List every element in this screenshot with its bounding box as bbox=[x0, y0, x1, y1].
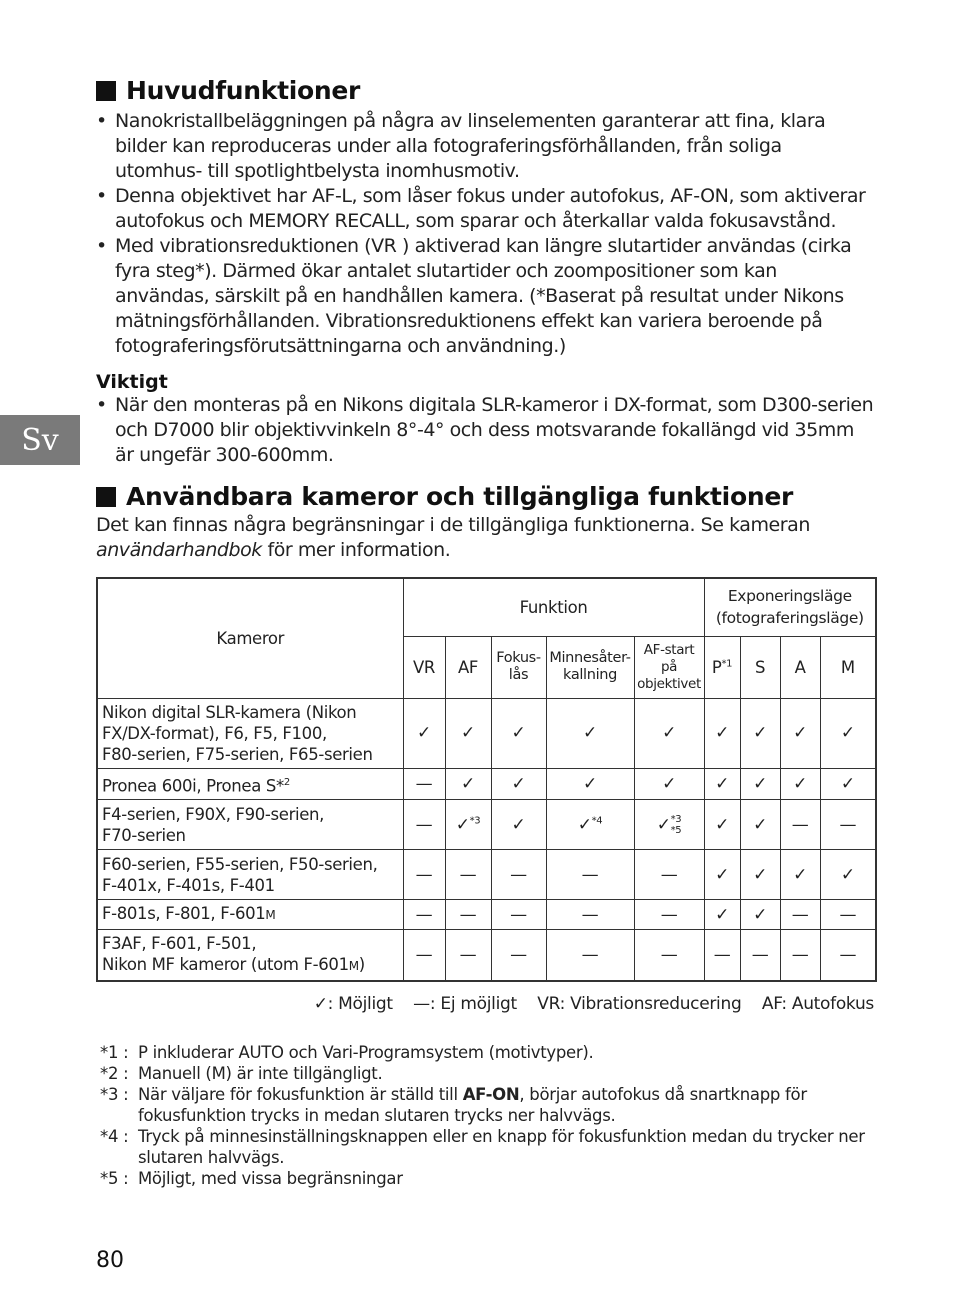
col-m: M bbox=[820, 636, 876, 698]
col-focus-lock-line2: lås bbox=[508, 667, 529, 683]
language-tab: Sv bbox=[0, 415, 80, 465]
cell-m: — bbox=[820, 900, 876, 930]
cell-s: ✓ bbox=[740, 800, 780, 850]
cell-focus-lock: — bbox=[491, 930, 546, 982]
col-af-start-line2: på bbox=[660, 658, 678, 675]
col-memory-line1: Minnesåter- bbox=[549, 650, 631, 666]
cell-focus-lock: — bbox=[491, 850, 546, 900]
col-p-footnote: *1 bbox=[721, 658, 733, 669]
cell-m: ✓ bbox=[820, 768, 876, 800]
cell-m: — bbox=[820, 930, 876, 982]
col-memory-line2: kallning bbox=[563, 667, 617, 683]
cell-p: — bbox=[704, 930, 740, 982]
cell-af-start: ✓ bbox=[634, 768, 704, 800]
cell-af: — bbox=[445, 930, 491, 982]
footnote-ref: *5 bbox=[670, 824, 682, 836]
page-content bbox=[96, 76, 874, 1189]
section-title-compatible-cameras bbox=[96, 482, 874, 511]
col-af: AF bbox=[445, 636, 491, 698]
camera-name-line: F80-serien, F75-serien, F65-serien bbox=[102, 744, 373, 764]
header-exposure-line2: (fotograferingsläge) bbox=[715, 609, 864, 628]
cell-af-start: — bbox=[634, 900, 704, 930]
footnote bbox=[96, 1084, 874, 1126]
cell-a: ✓ bbox=[780, 850, 820, 900]
table-row bbox=[97, 930, 876, 982]
footnote-ref: *4 bbox=[591, 814, 603, 826]
section-title-main-features bbox=[96, 76, 874, 105]
important-item: • När den monteras på en Nikons digitala SLR-kameror i DX-format, som D300-serien och D7000 blir objektivvinkeln 8°-4° och dess motsvarande fokallängd vid 35mm är ungefär 300-600mm. bbox=[96, 393, 874, 468]
cell-vr: — bbox=[403, 768, 445, 800]
col-af-start bbox=[634, 636, 704, 698]
camera-name-line: Pronea 600i, Pronea S* bbox=[102, 776, 284, 795]
cell-memory bbox=[546, 800, 634, 850]
cell-af-start: — bbox=[634, 850, 704, 900]
cell-memory: — bbox=[546, 850, 634, 900]
cell-memory: ✓ bbox=[546, 768, 634, 800]
table-row bbox=[97, 850, 876, 900]
footnote-text: P inkluderar AUTO och Vari-Programsystem (motivtyper). bbox=[138, 1043, 594, 1062]
header-exposure-line1: Exponeringsläge bbox=[727, 587, 852, 606]
cell-p: ✓ bbox=[704, 850, 740, 900]
camera-name-line: F-401x, F-401s, F-401 bbox=[102, 875, 275, 895]
feature-item: • Denna objektivet har AF-L, som låser fokus under autofokus, AF-ON, som aktiverar autofokus och MEMORY RECALL, som sparar och återkallar valda fokusavstånd. bbox=[96, 184, 874, 234]
footnote-key: *5 : bbox=[100, 1169, 129, 1188]
square-bullet-icon bbox=[96, 487, 116, 507]
header-cameras: Kameror bbox=[97, 578, 403, 698]
cell-af: ✓ bbox=[445, 698, 491, 768]
cell-m: ✓ bbox=[820, 850, 876, 900]
footnote bbox=[96, 1042, 874, 1063]
section-title-text: Användbara kameror och tillgängliga funktioner bbox=[126, 482, 794, 511]
feature-item: • Nanokristallbeläggningen på några av linselementen garanterar att fina, klara bilder kan reproduceras under alla fotograferingsförhållanden, från soliga utomhus- till spotlightbelysta inomhusmotiv. bbox=[96, 109, 874, 184]
feature-list bbox=[96, 109, 874, 359]
cell-af: — bbox=[445, 900, 491, 930]
footnote bbox=[96, 1126, 874, 1168]
small-caps-m: M bbox=[348, 959, 359, 973]
camera-name-line: F4-serien, F90X, F90-serien, bbox=[102, 804, 325, 824]
footnote-ref: 2 bbox=[283, 776, 290, 788]
cell-a: — bbox=[780, 930, 820, 982]
footnotes bbox=[96, 1042, 874, 1189]
cell-focus-lock: — bbox=[491, 900, 546, 930]
cell-a: ✓ bbox=[780, 768, 820, 800]
table-row bbox=[97, 900, 876, 930]
camera-name-line: F3AF, F-601, F-501, bbox=[102, 934, 257, 953]
small-caps-m: M bbox=[265, 908, 276, 922]
footnote bbox=[96, 1063, 874, 1084]
cell-focus-lock: ✓ bbox=[491, 768, 546, 800]
footnote-ref: *3 bbox=[469, 814, 481, 826]
cell-s: ✓ bbox=[740, 850, 780, 900]
col-p bbox=[704, 636, 740, 698]
header-function: Funktion bbox=[403, 578, 704, 636]
square-bullet-icon bbox=[96, 81, 116, 101]
cell-focus-lock: ✓ bbox=[491, 698, 546, 768]
feature-item: • Med vibrationsreduktionen (VR ) aktiverad kan längre slutartider användas (cirka fyra steg*). Därmed ökar antalet slutartider och zoompositioner som kan användas, särskilt på en handhållen kamera. (*Baserat på resultat under Nikons mätningsförhållanden. Vibrationsreduktionens effekt kan variera beroende på fotograferingsförutsättningarna och användning.) bbox=[96, 234, 874, 359]
check-mark: ✓ bbox=[656, 814, 671, 835]
footnote-text: Manuell (M) är inte tillgängligt. bbox=[138, 1064, 383, 1083]
col-focus-lock-line1: Fokus- bbox=[496, 650, 541, 666]
col-af-start-line3: objektivet bbox=[637, 675, 701, 692]
footnote-text-bold: AF-ON bbox=[462, 1085, 520, 1104]
cell-focus-lock: ✓ bbox=[491, 800, 546, 850]
cell-af bbox=[445, 800, 491, 850]
camera-name-line: F60-serien, F55-serien, F50-serien, bbox=[102, 854, 378, 874]
important-label: Viktigt bbox=[96, 371, 168, 393]
table-row bbox=[97, 800, 876, 850]
cell-memory: ✓ bbox=[546, 698, 634, 768]
cell-af-start: ✓ bbox=[634, 698, 704, 768]
col-vr: VR bbox=[403, 636, 445, 698]
camera-name-line: Nikon digital SLR-kamera (Nikon bbox=[102, 702, 357, 722]
cell-p: ✓ bbox=[704, 800, 740, 850]
cell-memory: — bbox=[546, 930, 634, 982]
table-row bbox=[97, 768, 876, 800]
col-memory-recall bbox=[546, 636, 634, 698]
cell-p: ✓ bbox=[704, 768, 740, 800]
col-af-start-line1: AF-start bbox=[643, 641, 695, 658]
cell-vr: — bbox=[403, 800, 445, 850]
intro-emphasis: användarhandbok bbox=[96, 539, 262, 561]
cell-vr: ✓ bbox=[403, 698, 445, 768]
cell-memory: — bbox=[546, 900, 634, 930]
table-row bbox=[97, 698, 876, 768]
footnote bbox=[96, 1168, 874, 1189]
footnote-refs bbox=[671, 814, 682, 836]
cell-s: ✓ bbox=[740, 900, 780, 930]
col-p-label: P bbox=[711, 657, 722, 677]
cell-m: ✓ bbox=[820, 698, 876, 768]
check-mark: ✓ bbox=[577, 814, 592, 835]
cell-m: — bbox=[820, 800, 876, 850]
footnote-text-pre: När väljare för fokusfunktion är ställd till bbox=[138, 1085, 463, 1104]
cell-s: ✓ bbox=[740, 698, 780, 768]
important-list bbox=[96, 393, 874, 468]
footnote-key: *3 : bbox=[100, 1085, 129, 1104]
cell-s: ✓ bbox=[740, 768, 780, 800]
camera-name bbox=[97, 800, 403, 850]
camera-name-line: F70-serien bbox=[102, 825, 186, 845]
cell-p: ✓ bbox=[704, 900, 740, 930]
cell-p: ✓ bbox=[704, 698, 740, 768]
footnote-text-post: , börjar autofokus då snartknapp för fokusfunktion trycks in medan slutaren trycks ner halvvägs. bbox=[138, 1085, 807, 1125]
col-s: S bbox=[740, 636, 780, 698]
camera-name bbox=[97, 768, 403, 800]
camera-name bbox=[97, 850, 403, 900]
cell-a: — bbox=[780, 800, 820, 850]
cell-vr: — bbox=[403, 850, 445, 900]
check-mark: ✓ bbox=[455, 814, 470, 835]
camera-name-line: FX/DX-format), F6, F5, F100, bbox=[102, 723, 327, 743]
footnote-key: *1 : bbox=[100, 1043, 129, 1062]
camera-name bbox=[97, 698, 403, 768]
footnote-text bbox=[138, 1084, 874, 1126]
col-a: A bbox=[780, 636, 820, 698]
cell-vr: — bbox=[403, 930, 445, 982]
table-legend: ✓: Möjligt —: Ej möjligt VR: Vibrationsreducering AF: Autofokus bbox=[313, 994, 874, 1014]
closing-paren: ) bbox=[358, 955, 365, 974]
section-title-text: Huvudfunktioner bbox=[126, 76, 361, 105]
cell-vr: — bbox=[403, 900, 445, 930]
cell-a: — bbox=[780, 900, 820, 930]
col-focus-lock bbox=[491, 636, 546, 698]
cell-af-start: — bbox=[634, 930, 704, 982]
camera-name bbox=[97, 900, 403, 930]
camera-name bbox=[97, 930, 403, 982]
page-number: 80 bbox=[96, 1248, 124, 1273]
camera-name-line: F-801s, F-801, F-601 bbox=[102, 904, 266, 923]
footnote-ref: *3 bbox=[670, 813, 682, 825]
cell-af: ✓ bbox=[445, 768, 491, 800]
footnote-key: *4 : bbox=[100, 1127, 129, 1146]
intro-text: Det kan finnas några begränsningar i de tillgängliga funktionerna. Se kameran bbox=[96, 514, 810, 536]
section-intro bbox=[96, 513, 874, 563]
cell-af: — bbox=[445, 850, 491, 900]
footnote-text: Tryck på minnesinställningsknappen eller en knapp för fokusfunktion medan du trycker ner slutaren halvvägs. bbox=[138, 1127, 865, 1167]
camera-name-line: Nikon MF kameror (utom F-601 bbox=[102, 955, 349, 974]
cell-a: ✓ bbox=[780, 698, 820, 768]
header-exposure bbox=[704, 578, 876, 636]
compatibility-table bbox=[96, 577, 877, 982]
footnote-key: *2 : bbox=[100, 1064, 129, 1083]
cell-af-start bbox=[634, 800, 704, 850]
footnote-text: Möjligt, med vissa begränsningar bbox=[138, 1169, 403, 1188]
cell-s: — bbox=[740, 930, 780, 982]
intro-text-end: för mer information. bbox=[261, 539, 451, 561]
